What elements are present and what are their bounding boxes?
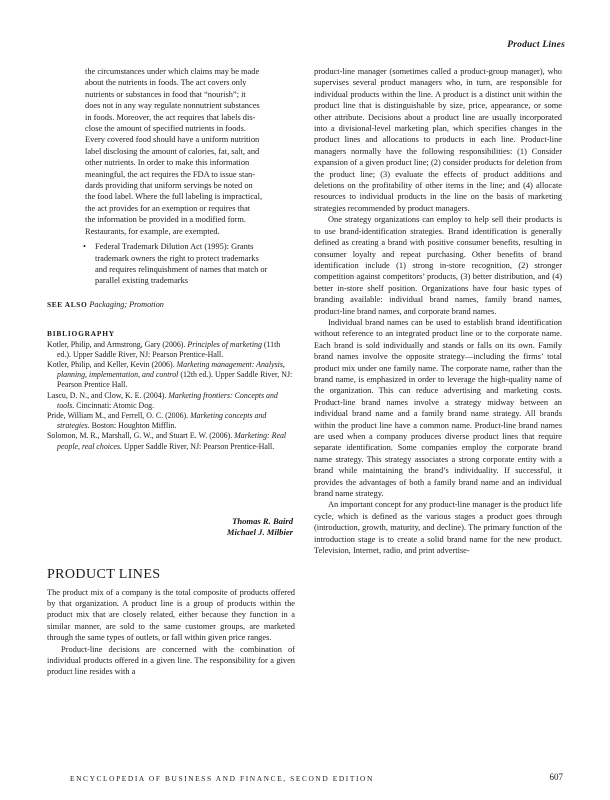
text-line: other nutrients. In order to make this information (85, 158, 250, 168)
text-line: trademark owners the right to protect trademarks (95, 253, 259, 263)
body-paragraph: Product-line decisions are concerned with the combination of individual products offered in a given line. The responsibility for a given product line resides with a (47, 644, 295, 677)
text-line: in foods. Moreover, the act requires that labels dis- (85, 112, 256, 122)
bibliography-entry: Lascu, D. N., and Clow, K. E. (2004). Marketing frontiers: Concepts and tools. Cincinnati: Atomic Dog. (47, 390, 278, 410)
text-line: Federal Trademark Dilution Act (1995): Grants (95, 242, 254, 252)
text-line: does not in any way regulate nonnutrient substances (85, 101, 260, 111)
text-line: the information be provided in a modified form. (85, 215, 246, 225)
text-line: about the nutrients in foods. The act covers only (85, 78, 247, 88)
running-head: Product Lines (507, 40, 565, 50)
text-line: Restaurants, for example, are exempted. (85, 226, 220, 236)
bibliography-entry: Pride, William M., and Ferrell, O. C. (2006). Marketing concepts and strategies. Boston: Houghton Mifflin. (47, 410, 267, 431)
text-line: meaningful, the act requires the FDA to issue stan- (85, 169, 256, 179)
section-title: PRODUCT LINES (47, 566, 161, 582)
bibliography-heading: BIBLIOGRAPHY (47, 329, 115, 339)
body-paragraph: product-line manager (sometimes called a product-group manager), who supervises several product managers who, in turn, are responsible for individual products within the line. A product is a distinct unit within the product line that is distinguishable by size, price, appearance, or some other attribute. Decisions about a product line are usually incorporated into a divisional-level marketing plan, which specifies changes in the product lines and allocations to products in each line. Product-line managers normally have the following responsibilities: (1) Consider expansion of a given product line; (2) consider products for deletion from the product line; (3) evaluate the effects of product additions and deletions on the profitability of other items in the line; and (4) allocate resources to individual products in the line on the basis of marketing strategies recommended by product managers. (314, 67, 562, 213)
nlea-continuation (47, 66, 295, 237)
text-line: parallel existing trademarks (95, 276, 189, 286)
text-line: the food label. Where the full labeling is impractical, (85, 192, 263, 202)
text-line: nutrients or substances in food that “nourish”; it (85, 89, 246, 99)
page-number: 607 (549, 772, 563, 782)
bullet-icon: • (83, 242, 86, 252)
author-name: Thomas R. Baird (232, 515, 293, 526)
bibliography-entry: Solomon, M. R., Marshall, G. W., and Stuart E. W. (2006). Marketing: Real people, real choices. Upper Saddle River, NJ: Pearson Prentice-Hall. (47, 431, 287, 451)
body-paragraph: One strategy organizations can employ to help sell their products is to use brand-identification strategies. Brand identification is generally defined as creating a brand with positive consumer benefits, resulting in consumer loyalty and repeat purchasing. Other benefits of brand identification include (1) strong in-store recognition, (2) stronger competition against competitors’ products, (3) better distribution, and (4) better in-store shelf position. Organizations have four basic types of branding available: individual brand names, family brand names, product-line brand names, and corporate brand names. (314, 215, 562, 316)
left-column (47, 66, 295, 678)
bibliography-list (47, 340, 295, 452)
bullet-item-trademark-dilution (47, 241, 295, 287)
text-line: close the amount of specified nutrients in foods. (85, 124, 246, 134)
see-also (47, 299, 295, 310)
body-paragraph: The product mix of a company is the total composite of products offered by that organization. A product line is a group of products within the product mix that are closely related, either because they function in a similar manner, are sold to the same customer groups, are marketed through the same types of outlets, or fall within given price ranges. (47, 587, 295, 643)
see-also-links[interactable]: Packaging; Promotion (89, 299, 164, 309)
bibliography-entry: Kotler, Philip, and Armstrong, Gary (2006). Principles of marketing (11th ed.). Upper Saddle River, NJ: Pearson Prentice-Hall. (47, 339, 281, 359)
text-line: dards providing that uniform servings be noted on (85, 181, 253, 191)
text-line: the act provides for an exemption or requires that (85, 203, 251, 213)
text-line: label disclosing the amount of calories, fat, salt, and (85, 146, 260, 156)
article-authors (47, 516, 295, 539)
bibliography-entry: Kotler, Philip, and Keller, Kevin (2006). Marketing management: Analysis, planning, implementation, and control (12th ed.). Upper Saddle River, NJ: Pearson Prentice Hall. (47, 359, 293, 390)
text-line: the circumstances under which claims may be made (85, 67, 260, 76)
body-paragraph: An important concept for any product-line manager is the product life cycle, which is defined as the various stages a product goes through (introduction, growth, maturity, and decline). The primary function of the introduction stage is to create a solid brand name for the new product. Television, Internet, radio, and print advertise- (314, 500, 562, 556)
footer-publication-title: ENCYCLOPEDIA OF BUSINESS AND FINANCE, SECOND EDITION (70, 774, 374, 783)
body-paragraph: Individual brand names can be used to establish brand identification without reference to an integrated product line or to the corporate name. Each brand is sold individually and stands or falls on its own. Family brand names involve the opposite strategy—including the firms’ total product mix under one family name. The corporate name, rather than the brand name, is emphasized in order to leverage the high-quality name of the organization. This can reduce advertising and marketing costs. Product-line brand names involve a strategy midway between an individual brand name and a family brand name strategy. All brands within the product line have a common name. Product-line brand names are used when a company produces diverse product lines that require separate identification. Some companies employ the corporate brand name strategy. This strategy associates a strong corporate entity with a brand while maintaining the brand’s individuality. If successful, it provides the advantages of both a family brand name and an individual brand name strategy. (314, 317, 562, 499)
author-name: Michael J. Milbier (226, 527, 293, 538)
see-also-label: SEE ALSO (47, 299, 88, 309)
right-column (314, 66, 562, 556)
text-line: Every covered food should have a uniform nutrition (85, 135, 260, 145)
text-line: and requires relinquishment of names that match or (95, 264, 268, 274)
